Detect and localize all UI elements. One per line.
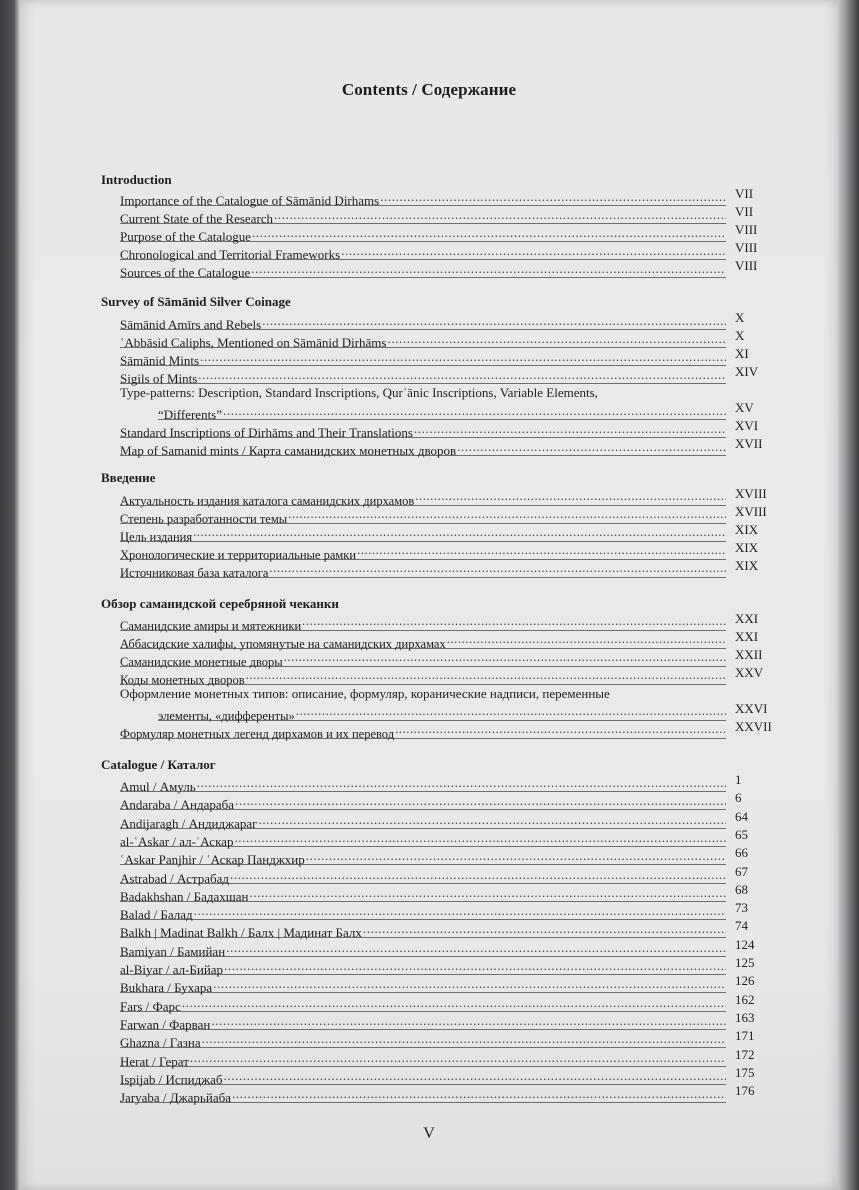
section-heading: Введение: [101, 470, 156, 485]
toc-page-number: XXI: [735, 629, 759, 644]
dot-leader: [181, 994, 726, 1011]
toc-page-number: XVIII: [735, 504, 767, 519]
dot-leader: [301, 613, 726, 630]
toc-entry: [120, 631, 726, 649]
toc-entry: [120, 957, 726, 975]
toc-entry-label: Importance of the Catalogue of Sāmānid Dirhams: [120, 193, 380, 208]
dot-leader: [394, 721, 726, 738]
dot-leader: [196, 774, 726, 791]
dot-leader: [193, 902, 726, 919]
toc-entry: [120, 506, 726, 524]
toc-page-number: XV: [735, 400, 754, 415]
dot-leader: [413, 420, 726, 437]
toc-entry: [120, 542, 726, 560]
toc-entry: [120, 994, 726, 1012]
book-page: [20, 0, 838, 1190]
toc-entry-label: Badakhshan / Бадахшан: [120, 888, 249, 904]
dot-leader: [189, 1049, 726, 1066]
dot-leader: [356, 542, 726, 559]
section-heading: Introduction: [101, 172, 172, 187]
toc-entry: [120, 438, 726, 456]
toc-entry-label: Andijaragh / Андиджараг: [120, 815, 258, 831]
toc-entry: [120, 920, 726, 941]
toc-entry: [120, 524, 726, 542]
toc-entry-label: al-ʿAskar / ал-ʿАскар: [120, 833, 234, 849]
section-heading: Обзор саманидской серебряной чеканки: [101, 596, 339, 611]
toc-page-number: 175: [735, 1064, 755, 1080]
dot-leader: [250, 260, 726, 277]
toc-entry: [120, 312, 726, 330]
toc-page-number: XXV: [735, 665, 764, 680]
dot-leader: [340, 242, 726, 259]
toc-entry-label: Источниковая база каталога: [120, 566, 269, 580]
toc-entry: [120, 224, 726, 242]
toc-page-number: 73: [735, 900, 748, 916]
toc-entry-line: Оформление монетных типов: описание, формуляр, коранические надписи, переменные: [120, 686, 610, 701]
toc-entry-label: Актуальность издания каталога саманидских дирхамов: [120, 494, 415, 508]
toc-entry-label: Коды монетных дворов: [120, 673, 245, 687]
toc-entry: [120, 330, 726, 348]
dot-leader: [229, 866, 726, 883]
toc-entry: [120, 884, 726, 902]
toc-entry: [120, 667, 726, 685]
toc-page-number: XIX: [735, 522, 759, 537]
dot-leader: [192, 524, 726, 541]
dot-leader: [249, 884, 726, 901]
toc-page-number: 1: [735, 772, 742, 787]
toc-entry: [120, 902, 726, 923]
toc-entry: [120, 721, 726, 739]
toc-page-number: 124: [735, 936, 755, 952]
section-heading: Catalogue / Каталог: [101, 757, 216, 772]
toc-entry-label: Степень разработанности темы: [120, 512, 288, 526]
dot-leader: [245, 667, 726, 684]
dot-leader: [295, 703, 726, 720]
dot-leader: [261, 312, 726, 329]
toc-entry-label: элементы, «дифференты»: [158, 709, 295, 723]
dot-leader: [225, 939, 726, 956]
toc-page-number: X: [735, 310, 745, 325]
toc-page-number: XVI: [735, 418, 759, 433]
toc-entry-label: Current State of the Research: [120, 211, 274, 226]
toc-entry: [120, 939, 726, 957]
page-title: Contents / Содержание: [341, 80, 517, 99]
toc-page-number: X: [735, 328, 745, 343]
toc-entry-label: ʿAskar Panjhir / ʿАскар Панджхир: [120, 852, 305, 868]
toc-page-number: 68: [735, 881, 748, 897]
toc-page-number: 74: [735, 918, 748, 934]
toc-entry: [120, 649, 726, 667]
toc-entry-label: Хронологические и территориальные рамки: [120, 548, 357, 562]
dot-leader: [233, 829, 726, 846]
dot-leader: [223, 957, 726, 974]
toc-page-number: XXII: [735, 647, 763, 662]
toc-entry: [120, 420, 726, 438]
toc-page-number: XVIII: [735, 486, 767, 501]
toc-entry-label: Саманидские монетные дворы: [120, 655, 283, 669]
toc-entry: [158, 703, 726, 721]
toc-entry-label: Map of Samanid mints / Карта саманидских монетных дворов: [120, 443, 457, 458]
toc-entry-label: Standard Inscriptions of Dirhāms and Their Translations: [120, 425, 413, 440]
dot-leader: [414, 488, 726, 505]
toc-entry: [120, 847, 726, 868]
toc-entry-label: Цель издания: [120, 530, 193, 544]
toc-entry-label: Fars / Фарс: [120, 998, 181, 1014]
toc-entry-label: Farwan / Фарван: [120, 1016, 211, 1032]
dot-leader: [379, 188, 726, 205]
toc-entry-label: Amul / Амуль: [120, 779, 196, 794]
dot-leader: [456, 438, 726, 455]
toc-page-number: VIII: [735, 222, 758, 237]
dot-leader: [283, 649, 726, 666]
dot-leader: [222, 402, 726, 419]
section-heading: Survey of Sāmānid Silver Coinage: [101, 294, 291, 309]
toc-entry: [120, 1030, 726, 1051]
toc-entry-label: Sāmānid Amīrs and Rebels: [120, 317, 262, 332]
toc-entry-line: Type-patterns: Description, Standard Inscriptions, Qurʾānic Inscriptions, Variable Elements,: [120, 385, 598, 400]
toc-page-number: VIII: [735, 258, 758, 273]
toc-entry: [120, 866, 726, 884]
toc-entry: [120, 488, 726, 506]
toc-page-number: VII: [735, 204, 754, 219]
toc-page-number: XXI: [735, 611, 759, 626]
toc-entry: [120, 242, 726, 260]
dot-leader: [362, 920, 726, 937]
toc-page-number: 176: [735, 1083, 755, 1099]
dot-leader: [231, 1085, 726, 1102]
toc-entry: [120, 811, 726, 829]
page-number-footer: V: [423, 1125, 435, 1142]
toc-page-number: XVII: [735, 436, 763, 451]
toc-entry: [120, 260, 726, 278]
toc-entry-label: Sāmānid Mints: [120, 353, 200, 368]
toc-page-number: 66: [735, 845, 748, 861]
dot-leader: [305, 847, 726, 864]
toc-page-number: 162: [735, 991, 755, 1007]
dot-leader: [251, 224, 726, 241]
toc-entry-label: Ghazna / Газна: [120, 1035, 201, 1051]
toc-entry-label: Herat / Герат: [120, 1053, 189, 1069]
dot-leader: [201, 1030, 726, 1047]
toc-page-number: 6: [735, 790, 742, 806]
toc-entry-label: Balad / Балад: [120, 907, 193, 923]
toc-page-number: VIII: [735, 240, 758, 255]
toc-page-number: XIX: [735, 558, 759, 573]
toc-entry: [120, 792, 726, 813]
toc-entry: [120, 1012, 726, 1030]
toc-entry: [120, 1067, 726, 1085]
dot-leader: [210, 1012, 726, 1029]
dot-leader: [223, 1067, 726, 1084]
toc-entry: [120, 774, 726, 792]
toc-page-number: VII: [735, 186, 754, 201]
toc-page-number: 126: [735, 973, 755, 989]
dot-leader: [268, 560, 726, 577]
toc-entry-label: “Differents”: [158, 407, 223, 422]
toc-page-number: 172: [735, 1046, 755, 1062]
toc-entry: [120, 1049, 726, 1067]
toc-entry: [120, 366, 726, 384]
toc-entry-label: Jaryaba / Джарьйаба: [120, 1090, 231, 1106]
toc-entry: [120, 975, 726, 996]
toc-entry-label: Формуляр монетных легенд дирхамов и их перевод: [120, 727, 395, 741]
toc-entry: [120, 613, 726, 631]
dot-leader: [386, 330, 726, 347]
toc-page-number: 67: [735, 863, 748, 879]
dot-leader: [273, 206, 726, 223]
toc-page-number: 125: [735, 955, 755, 970]
dot-leader: [234, 792, 726, 809]
toc-entry: [158, 402, 726, 420]
dot-leader: [287, 506, 726, 523]
toc-entry-label: Balkh | Madinat Balkh / Балх | Мадинат Балх: [120, 925, 362, 941]
toc-entry: [120, 560, 726, 578]
toc-entry-label: Sources of the Catalogue: [120, 265, 251, 280]
toc-entry-label: Astrabad / Астрабад: [120, 870, 229, 886]
toc-page-number: 163: [735, 1009, 755, 1025]
toc-page-number: XXVII: [735, 719, 772, 734]
toc-entry-label: Andaraba / Андараба: [120, 797, 235, 813]
dot-leader: [446, 631, 726, 648]
toc-entry-label: Bamiyan / Бамийан: [120, 943, 226, 959]
toc-page-number: 64: [735, 808, 748, 824]
toc-entry: [120, 829, 726, 847]
toc-page-number: XIV: [735, 364, 759, 379]
toc-entry-label: Sigils of Mints: [120, 371, 198, 386]
toc-entry-label: Аббасидские халифы, упомянутые на саманидских дирхамах: [120, 637, 446, 651]
toc-page-number: XI: [735, 346, 749, 361]
dot-leader: [197, 366, 726, 383]
toc-entry-label: Purpose of the Catalogue: [120, 229, 252, 244]
toc-page-number: 171: [735, 1028, 755, 1044]
toc-page-number: 65: [735, 826, 748, 842]
toc-entry-label: al-Biyar / ал-Бийар: [120, 962, 224, 977]
toc-entry-label: Саманидские амиры и мятежники: [120, 619, 302, 633]
toc-entry-label: ʿAbbāsid Caliphs, Mentioned on Sāmānid Dirhāms: [120, 335, 387, 350]
dot-leader: [199, 348, 726, 365]
toc-entry: [120, 188, 726, 206]
toc-page-number: XXVI: [735, 701, 768, 716]
dot-leader: [212, 975, 726, 992]
toc-entry: [120, 348, 726, 366]
toc-page-number: XIX: [735, 540, 759, 555]
toc-entry: [120, 206, 726, 224]
toc-entry-label: Chronological and Territorial Frameworks: [120, 247, 341, 262]
toc-entry-label: Bukhara / Бухара: [120, 980, 213, 996]
toc-entry-label: Ispijab / Испиджаб: [120, 1071, 223, 1087]
toc-entry: [120, 1085, 726, 1106]
dot-leader: [257, 811, 726, 828]
